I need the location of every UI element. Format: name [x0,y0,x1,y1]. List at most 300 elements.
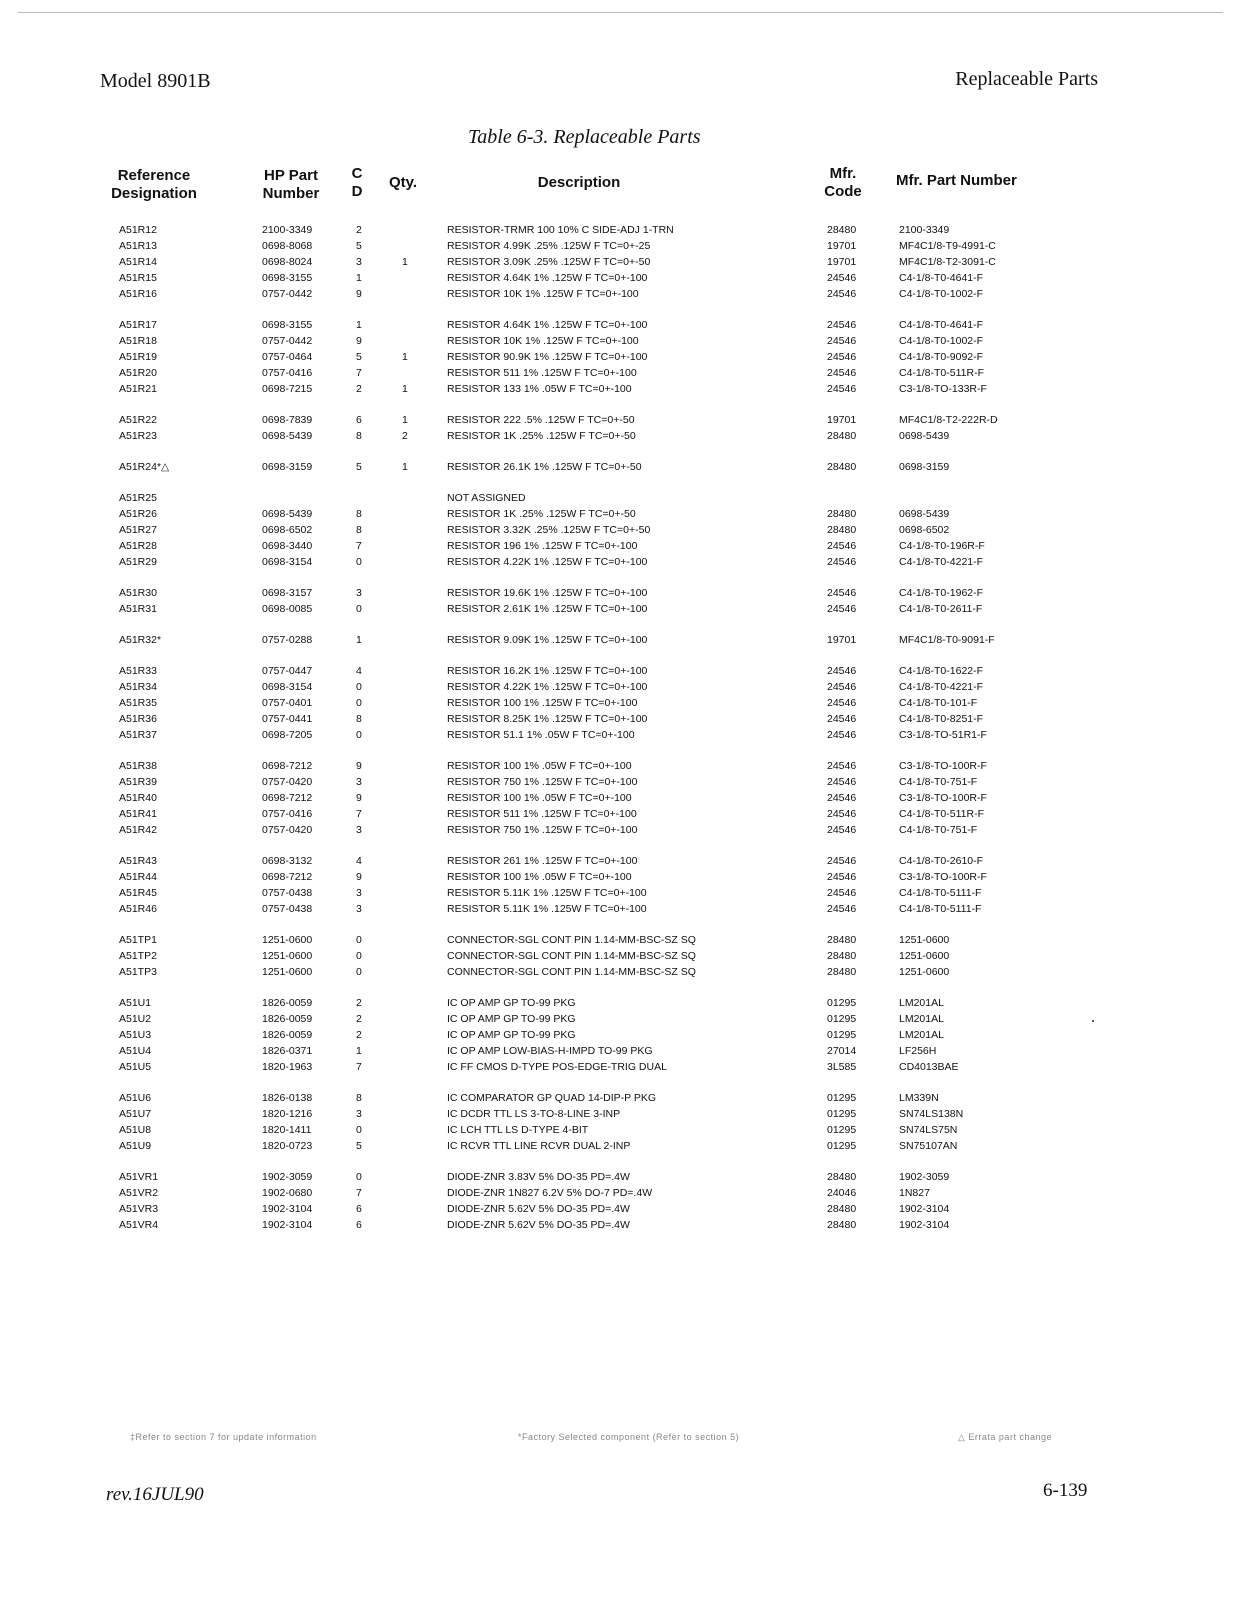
check-digit: 1 [356,634,362,646]
mfr-part-number: MF4C1/8-T2-222R-D [899,414,998,426]
mfr-part-number: SN74LS138N [899,1108,964,1120]
check-digit: 8 [356,1092,362,1104]
parts-table-body [0,222,1238,1233]
table-row [0,254,1238,270]
mfr-code: 24546 [827,808,857,820]
hp-part-number: 1826-0371 [262,1045,313,1057]
reference-designation: A51VR4 [119,1219,159,1231]
description: RESISTOR 9.09K 1% .125W F TC=0+-100 [447,634,648,646]
table-row [0,585,1238,601]
mfr-code: 24546 [827,665,857,677]
mfr-part-number: C4-1/8-T0-4641-F [899,272,984,284]
check-digit: 9 [356,288,362,300]
mfr-code: 28480 [827,1203,857,1215]
description: RESISTOR 90.9K 1% .125W F TC=0+-100 [447,351,648,363]
check-digit: 5 [356,461,362,473]
mfr-part-number: C4-1/8-T0-751-F [899,824,978,836]
col-header-mfr-code: Mfr. Code [824,165,862,200]
table-row [0,333,1238,349]
mfr-part-number: C4-1/8-T0-9092-F [899,351,984,363]
description: RESISTOR 3.32K .25% .125W F TC=0+-50 [447,524,651,536]
description: RESISTOR 4.99K .25% .125W F TC=0+-25 [447,240,651,252]
reference-designation: A51R19 [119,351,157,363]
reference-designation: A51R18 [119,335,157,347]
mfr-code: 24546 [827,540,857,552]
reference-designation: A51U8 [119,1124,152,1136]
mfr-code: 28480 [827,430,857,442]
mfr-part-number: 0698-5439 [899,508,950,520]
check-digit: 2 [356,1013,362,1025]
table-row [0,964,1238,980]
reference-designation: A51TP2 [119,950,157,962]
mfr-code: 24546 [827,319,857,331]
mfr-code: 24546 [827,681,857,693]
hp-part-number: 1820-1963 [262,1061,313,1073]
check-digit: 5 [356,351,362,363]
reference-designation: A51R25 [119,492,157,504]
description: RESISTOR 261 1% .125W F TC=0+-100 [447,855,638,867]
check-digit: 3 [356,1108,362,1120]
mfr-part-number: LM201AL [899,997,944,1009]
description: CONNECTOR-SGL CONT PIN 1.14-MM-BSC-SZ SQ [447,934,696,946]
check-digit: 0 [356,603,362,615]
mfr-part-number: 1251-0600 [899,966,950,978]
table-row [0,758,1238,774]
col-header-reference: Reference Designation [111,167,197,202]
check-digit: 0 [356,697,362,709]
check-digit: 3 [356,587,362,599]
description: RESISTOR 133 1% .05W F TC=0+-100 [447,383,632,395]
hp-part-number: 0757-0288 [262,634,313,646]
table-row [0,1217,1238,1233]
description: RESISTOR 3.09K .25% .125W F TC=0+-50 [447,256,651,268]
mfr-part-number: 0698-5439 [899,430,950,442]
check-digit: 9 [356,335,362,347]
description: RESISTOR 100 1% .05W F TC=0+-100 [447,871,632,883]
stray-mark [1092,1020,1094,1022]
reference-designation: A51R43 [119,855,157,867]
reference-designation: A51R26 [119,508,157,520]
hp-part-number: 1902-0680 [262,1187,313,1199]
reference-designation: A51R30 [119,587,157,599]
mfr-code: 24546 [827,556,857,568]
mfr-code: 01295 [827,997,857,1009]
reference-designation: A51VR2 [119,1187,159,1199]
description: DIODE-ZNR 5.62V 5% DO-35 PD=.4W [447,1203,630,1215]
hp-part-number: 0757-0416 [262,367,313,379]
mfr-part-number: C4-1/8-T0-1622-F [899,665,984,677]
reference-designation: A51R44 [119,871,157,883]
mfr-part-number: SN74LS75N [899,1124,958,1136]
hp-part-number: 2100-3349 [262,224,313,236]
mfr-part-number: 2100-3349 [899,224,950,236]
check-digit: 0 [356,729,362,741]
hp-part-number: 0698-7839 [262,414,313,426]
description: IC FF CMOS D-TYPE POS-EDGE-TRIG DUAL [447,1061,667,1073]
check-digit: 2 [356,1029,362,1041]
reference-designation: A51R37 [119,729,157,741]
hp-part-number: 0757-0438 [262,903,313,915]
hp-part-number: 0698-3154 [262,556,313,568]
description: IC OP AMP GP TO-99 PKG [447,997,576,1009]
reference-designation: A51R20 [119,367,157,379]
mfr-part-number: C4-1/8-T0-511R-F [899,808,984,820]
reference-designation: A51TP3 [119,966,157,978]
mfr-code: 28480 [827,508,857,520]
check-digit: 7 [356,540,362,552]
description: DIODE-ZNR 1N827 6.2V 5% DO-7 PD=.4W [447,1187,653,1199]
reference-designation: A51U6 [119,1092,152,1104]
hp-part-number: 0698-3159 [262,461,313,473]
table-row [0,853,1238,869]
mfr-code: 24546 [827,383,857,395]
hp-part-number: 1826-0059 [262,1013,313,1025]
reference-designation: A51R41 [119,808,157,820]
table-row [0,286,1238,302]
description: DIODE-ZNR 3.83V 5% DO-35 PD=.4W [447,1171,630,1183]
table-row [0,1011,1238,1027]
table-row [0,948,1238,964]
check-digit: 0 [356,556,362,568]
col-header-qty: Qty. [388,174,418,191]
footnote-factory-selected: *Factory Selected component (Refer to section 5) [518,1432,740,1442]
col-header-mfr-part-number: Mfr. Part Number [896,172,1017,189]
reference-designation: A51R21 [119,383,157,395]
table-row [0,317,1238,333]
hp-part-number: 0698-0085 [262,603,313,615]
check-digit: 5 [356,240,362,252]
mfr-part-number: 1902-3104 [899,1203,950,1215]
mfr-part-number: MF4C1/8-T9-4991-C [899,240,996,252]
hp-part-number: 0757-0442 [262,288,313,300]
mfr-part-number: C4-1/8-T0-101-F [899,697,978,709]
mfr-part-number: LM201AL [899,1013,944,1025]
mfr-code: 19701 [827,634,857,646]
check-digit: 3 [356,256,362,268]
description: RESISTOR 51.1 1% .05W F TC=0+-100 [447,729,635,741]
quantity: 2 [402,430,408,442]
table-row [0,1090,1238,1106]
description: IC RCVR TTL LINE RCVR DUAL 2-INP [447,1140,631,1152]
table-row [0,711,1238,727]
check-digit: 8 [356,430,362,442]
hp-part-number: 0698-7205 [262,729,313,741]
mfr-code: 24546 [827,697,857,709]
mfr-code: 01295 [827,1108,857,1120]
table-row [0,1043,1238,1059]
description: RESISTOR 16.2K 1% .125W F TC=0+-100 [447,665,648,677]
table-row [0,727,1238,743]
quantity: 1 [402,383,408,395]
hp-part-number: 1826-0059 [262,997,313,1009]
reference-designation: A51U1 [119,997,152,1009]
reference-designation: A51U7 [119,1108,152,1120]
check-digit: 7 [356,1187,362,1199]
description: IC OP AMP GP TO-99 PKG [447,1013,576,1025]
mfr-part-number: C3-1/8-TO-100R-F [899,792,987,804]
description: IC LCH TTL LS D-TYPE 4-BIT [447,1124,589,1136]
revision-date: rev.16JUL90 [106,1484,204,1505]
hp-part-number: 0698-7212 [262,760,313,772]
mfr-code: 19701 [827,256,857,268]
check-digit: 8 [356,508,362,520]
check-digit: 3 [356,824,362,836]
table-row [0,1027,1238,1043]
hp-part-number: 0698-3155 [262,319,313,331]
mfr-code: 01295 [827,1092,857,1104]
table-row [0,1201,1238,1217]
mfr-part-number: C4-1/8-T0-751-F [899,776,978,788]
table-row [0,554,1238,570]
mfr-code: 24546 [827,824,857,836]
description: CONNECTOR-SGL CONT PIN 1.14-MM-BSC-SZ SQ [447,966,696,978]
check-digit: 3 [356,903,362,915]
hp-part-number: 0757-0447 [262,665,313,677]
hp-part-number: 1251-0600 [262,950,313,962]
reference-designation: A51R36 [119,713,157,725]
description: IC OP AMP GP TO-99 PKG [447,1029,576,1041]
hp-part-number: 0698-5439 [262,508,313,520]
quantity: 1 [402,414,408,426]
mfr-code: 28480 [827,1219,857,1231]
reference-designation: A51R28 [119,540,157,552]
reference-designation: A51U9 [119,1140,152,1152]
table-row [0,1185,1238,1201]
table-row [0,790,1238,806]
table-row [0,869,1238,885]
top-rule [18,12,1223,13]
reference-designation: A51R42 [119,824,157,836]
mfr-part-number: 1N827 [899,1187,930,1199]
check-digit: 2 [356,997,362,1009]
description: RESISTOR 4.22K 1% .125W F TC=0+-100 [447,681,648,693]
reference-designation: A51U5 [119,1061,152,1073]
table-row [0,1122,1238,1138]
hp-part-number: 0698-3440 [262,540,313,552]
description: DIODE-ZNR 5.62V 5% DO-35 PD=.4W [447,1219,630,1231]
hp-part-number: 1820-1216 [262,1108,313,1120]
hp-part-number: 1902-3059 [262,1171,313,1183]
reference-designation: A51R32* [119,634,162,646]
mfr-code: 27014 [827,1045,857,1057]
mfr-part-number: 1251-0600 [899,950,950,962]
hp-part-number: 0757-0401 [262,697,313,709]
hp-part-number: 0757-0464 [262,351,313,363]
hp-part-number: 1902-3104 [262,1203,313,1215]
table-row [0,885,1238,901]
reference-designation: A51R13 [119,240,157,252]
description: RESISTOR 511 1% .125W F TC=0+-100 [447,367,637,379]
table-row [0,1169,1238,1185]
mfr-code: 19701 [827,240,857,252]
table-row [0,522,1238,538]
reference-designation: A51R17 [119,319,157,331]
check-digit: 6 [356,414,362,426]
hp-part-number: 0757-0441 [262,713,313,725]
mfr-code: 28480 [827,966,857,978]
hp-part-number: 0698-7215 [262,383,313,395]
table-row [0,506,1238,522]
mfr-code: 24546 [827,351,857,363]
mfr-code: 24546 [827,603,857,615]
quantity: 1 [402,351,408,363]
table-row [0,428,1238,444]
mfr-code: 24546 [827,871,857,883]
col-header-cd: C D [351,165,363,200]
hp-part-number: 0698-3132 [262,855,313,867]
table-row [0,679,1238,695]
description: RESISTOR 196 1% .125W F TC=0+-100 [447,540,638,552]
table-row [0,490,1238,506]
mfr-part-number: MF4C1/8-T0-9091-F [899,634,995,646]
description: RESISTOR-TRMR 100 10% C SIDE-ADJ 1-TRN [447,224,674,236]
mfr-code: 24546 [827,713,857,725]
check-digit: 9 [356,792,362,804]
mfr-code: 24546 [827,367,857,379]
description: RESISTOR 19.6K 1% .125W F TC=0+-100 [447,587,648,599]
hp-part-number: 0757-0416 [262,808,313,820]
mfr-code: 28480 [827,524,857,536]
description: RESISTOR 4.22K 1% .125W F TC=0+-100 [447,556,648,568]
mfr-code: 24046 [827,1187,857,1199]
quantity: 1 [402,256,408,268]
mfr-part-number: C4-1/8-T0-4641-F [899,319,984,331]
mfr-part-number: C4-1/8-T0-4221-F [899,556,984,568]
check-digit: 0 [356,681,362,693]
hp-part-number: 0757-0420 [262,776,313,788]
description: RESISTOR 750 1% .125W F TC=0+-100 [447,776,638,788]
model-header: Model 8901B [100,70,211,92]
check-digit: 2 [356,383,362,395]
reference-designation: A51R45 [119,887,157,899]
hp-part-number: 1902-3104 [262,1219,313,1231]
check-digit: 8 [356,713,362,725]
mfr-code: 3L585 [827,1061,857,1073]
hp-part-number: 0698-5439 [262,430,313,442]
mfr-part-number: C3-1/8-TO-100R-F [899,760,987,772]
reference-designation: A51TP1 [119,934,157,946]
reference-designation: A51R23 [119,430,157,442]
reference-designation: A51R22 [119,414,157,426]
description: RESISTOR 100 1% .05W F TC=0+-100 [447,792,632,804]
mfr-part-number: C4-1/8-T0-5111-F [899,887,982,899]
mfr-part-number: 1902-3104 [899,1219,950,1231]
mfr-code: 01295 [827,1124,857,1136]
col-header-description: Description [537,174,621,191]
mfr-part-number: LM201AL [899,1029,944,1041]
reference-designation: A51R31 [119,603,157,615]
hp-part-number: 0698-7212 [262,792,313,804]
mfr-part-number: C4-1/8-T0-8251-F [899,713,984,725]
table-row [0,459,1238,475]
table-row [0,601,1238,617]
hp-part-number: 0757-0442 [262,335,313,347]
table-row [0,632,1238,648]
check-digit: 2 [356,224,362,236]
description: RESISTOR 511 1% .125W F TC=0+-100 [447,808,637,820]
check-digit: 3 [356,887,362,899]
description: RESISTOR 8.25K 1% .125W F TC=0+-100 [447,713,648,725]
footnote-refer-section-7: ‡Refer to section 7 for update information [130,1432,317,1442]
mfr-code: 28480 [827,1171,857,1183]
quantity: 1 [402,461,408,473]
description: RESISTOR 5.11K 1% .125W F TC=0+-100 [447,887,647,899]
section-header: Replaceable Parts [955,68,1098,90]
table-row [0,365,1238,381]
table-row [0,1106,1238,1122]
mfr-code: 19701 [827,414,857,426]
check-digit: 4 [356,665,362,677]
mfr-part-number: C4-1/8-T0-4221-F [899,681,984,693]
check-digit: 0 [356,934,362,946]
description: RESISTOR 222 .5% .125W F TC=0+-50 [447,414,635,426]
reference-designation: A51R46 [119,903,157,915]
table-row [0,806,1238,822]
check-digit: 4 [356,855,362,867]
mfr-part-number: C4-1/8-T0-511R-F [899,367,984,379]
mfr-part-number: C4-1/8-T0-1002-F [899,335,984,347]
mfr-part-number: LF256H [899,1045,937,1057]
description: RESISTOR 100 1% .125W F TC=0+-100 [447,697,638,709]
reference-designation: A51R14 [119,256,157,268]
reference-designation: A51R39 [119,776,157,788]
check-digit: 1 [356,319,362,331]
mfr-part-number: SN75107AN [899,1140,958,1152]
description: NOT ASSIGNED [447,492,526,504]
hp-part-number: 1820-0723 [262,1140,313,1152]
mfr-code: 24546 [827,887,857,899]
mfr-part-number: 0698-6502 [899,524,950,536]
mfr-part-number: C4-1/8-T0-1962-F [899,587,984,599]
table-row [0,901,1238,917]
mfr-part-number: C4-1/8-T0-2610-F [899,855,984,867]
table-row [0,774,1238,790]
description: IC DCDR TTL LS 3-TO-8-LINE 3-INP [447,1108,621,1120]
hp-part-number: 0757-0438 [262,887,313,899]
check-digit: 7 [356,367,362,379]
check-digit: 9 [356,871,362,883]
mfr-code: 01295 [827,1029,857,1041]
mfr-part-number: 0698-3159 [899,461,950,473]
hp-part-number: 0698-7212 [262,871,313,883]
mfr-part-number: C3-1/8-TO-133R-F [899,383,987,395]
check-digit: 5 [356,1140,362,1152]
hp-part-number: 0698-3154 [262,681,313,693]
mfr-code: 24546 [827,855,857,867]
table-row [0,695,1238,711]
description: IC OP AMP LOW-BIAS-H-IMPD TO-99 PKG [447,1045,653,1057]
mfr-code: 28480 [827,224,857,236]
mfr-code: 24546 [827,272,857,284]
table-row [0,1138,1238,1154]
hp-part-number: 1826-0059 [262,1029,313,1041]
description: RESISTOR 4.64K 1% .125W F TC=0+-100 [447,272,648,284]
footnote-errata: △ Errata part change [958,1432,1052,1442]
description: RESISTOR 2.61K 1% .125W F TC=0+-100 [447,603,648,615]
table-row [0,270,1238,286]
mfr-part-number: 1251-0600 [899,934,950,946]
description: RESISTOR 4.64K 1% .125W F TC=0+-100 [447,319,648,331]
hp-part-number: 0698-8068 [262,240,313,252]
hp-part-number: 1820-1411 [262,1124,312,1136]
reference-designation: A51R33 [119,665,157,677]
col-header-hp-part: HP Part Number [262,167,320,202]
mfr-code: 24546 [827,729,857,741]
mfr-code: 24546 [827,792,857,804]
description: RESISTOR 100 1% .05W F TC=0+-100 [447,760,632,772]
table-row [0,412,1238,428]
reference-designation: A51U2 [119,1013,152,1025]
